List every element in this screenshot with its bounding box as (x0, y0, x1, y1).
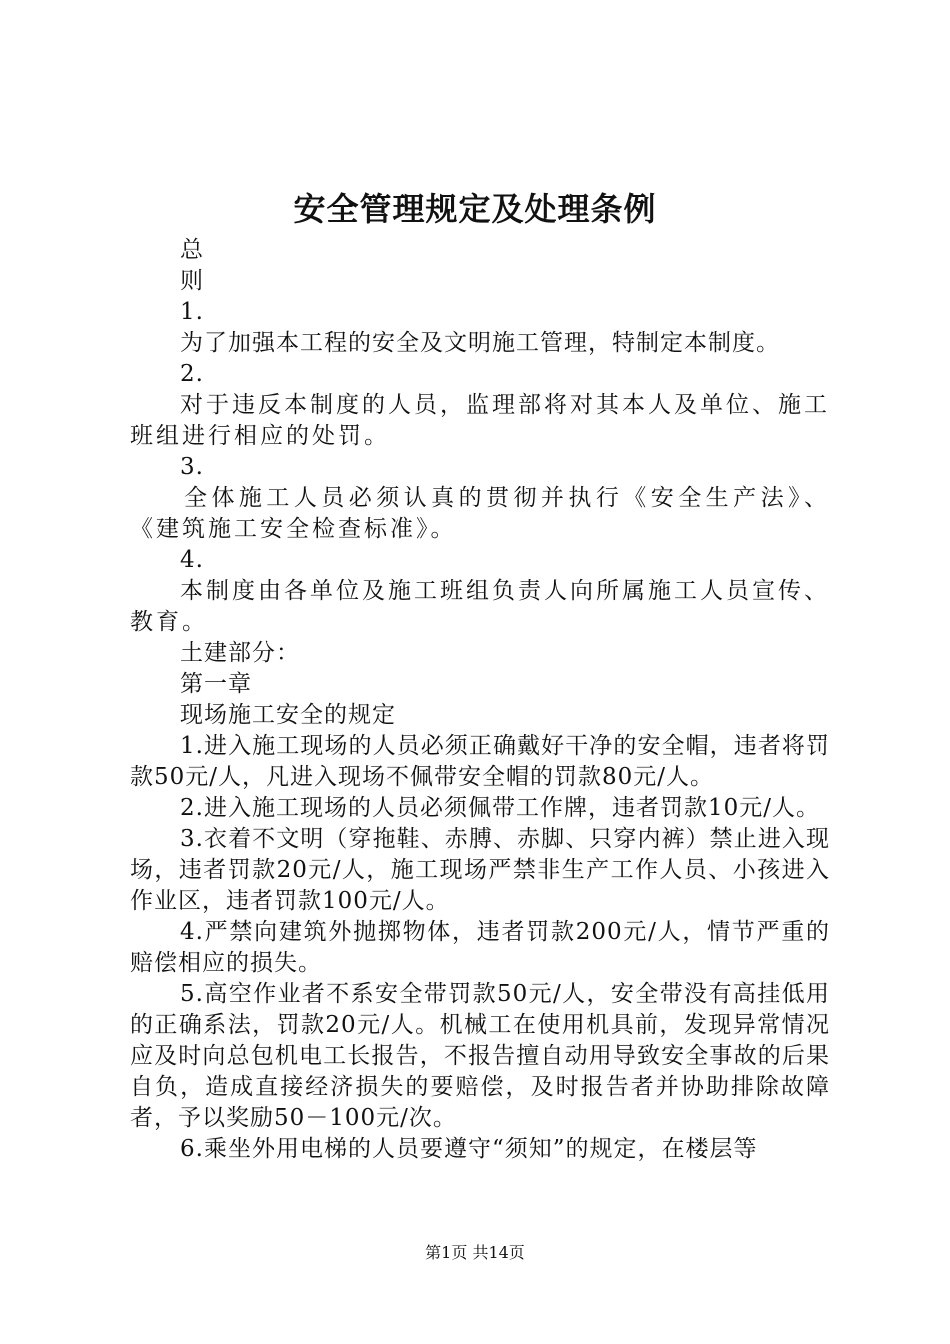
paragraph: 则 (180, 268, 204, 294)
page-footer: 第1页 共14页 (425, 1243, 525, 1262)
paragraph: 5.高空作业者不系安全带罚款50元/人，安全带没有高挂低用的正确系法，罚款20元/人。机械工在使用机具前，发现异常情况应及时向总包机电工长报告，不报告擅自动用导致安全事故的后果自负，造成直接经济损失的要赔偿，及时报告者并协助排除故障者，予以奖励50－100元/次。 (130, 981, 830, 1131)
paragraph: 4.严禁向建筑外抛掷物体，违者罚款200元/人，情节严重的赔偿相应的损失。 (130, 919, 830, 976)
paragraph: 4. (180, 547, 204, 573)
paragraph: 3. (180, 454, 204, 480)
paragraph: 1.进入施工现场的人员必须正确戴好干净的安全帽，违者将罚款50元/人，凡进入现场不佩带安全帽的罚款80元/人。 (130, 733, 830, 790)
paragraph: 为了加强本工程的安全及文明施工管理，特制定本制度。 (180, 330, 780, 356)
paragraph: 6.乘坐外用电梯的人员要遵守“须知”的规定，在楼层等 (180, 1136, 758, 1162)
paragraph: 1. (180, 299, 204, 325)
paragraph: 土建部分： (180, 640, 300, 666)
paragraph: 本制度由各单位及施工班组负责人向所属施工人员宣传、教育。 (130, 578, 830, 635)
paragraph: 现场施工安全的规定 (180, 702, 396, 728)
paragraph: 全体施工人员必须认真的贯彻并执行《安全生产法》、《建筑施工安全检查标准》。 (130, 485, 830, 542)
paragraph: 第一章 (180, 671, 252, 697)
paragraph: 2. (180, 361, 204, 387)
paragraph: 2.进入施工现场的人员必须佩带工作牌，违者罚款10元/人。 (180, 795, 820, 821)
paragraph: 对于违反本制度的人员，监理部将对其本人及单位、施工班组进行相应的处罚。 (130, 392, 830, 449)
paragraph: 总 (180, 237, 204, 263)
document-title: 安全管理规定及处理条例 (293, 190, 657, 228)
paragraph: 3.衣着不文明（穿拖鞋、赤膊、赤脚、只穿内裤）禁止进入现场，违者罚款20元/人，施工现场严禁非生产工作人员、小孩进入作业区，违者罚款100元/人。 (130, 826, 830, 914)
document-body (130, 235, 830, 1165)
